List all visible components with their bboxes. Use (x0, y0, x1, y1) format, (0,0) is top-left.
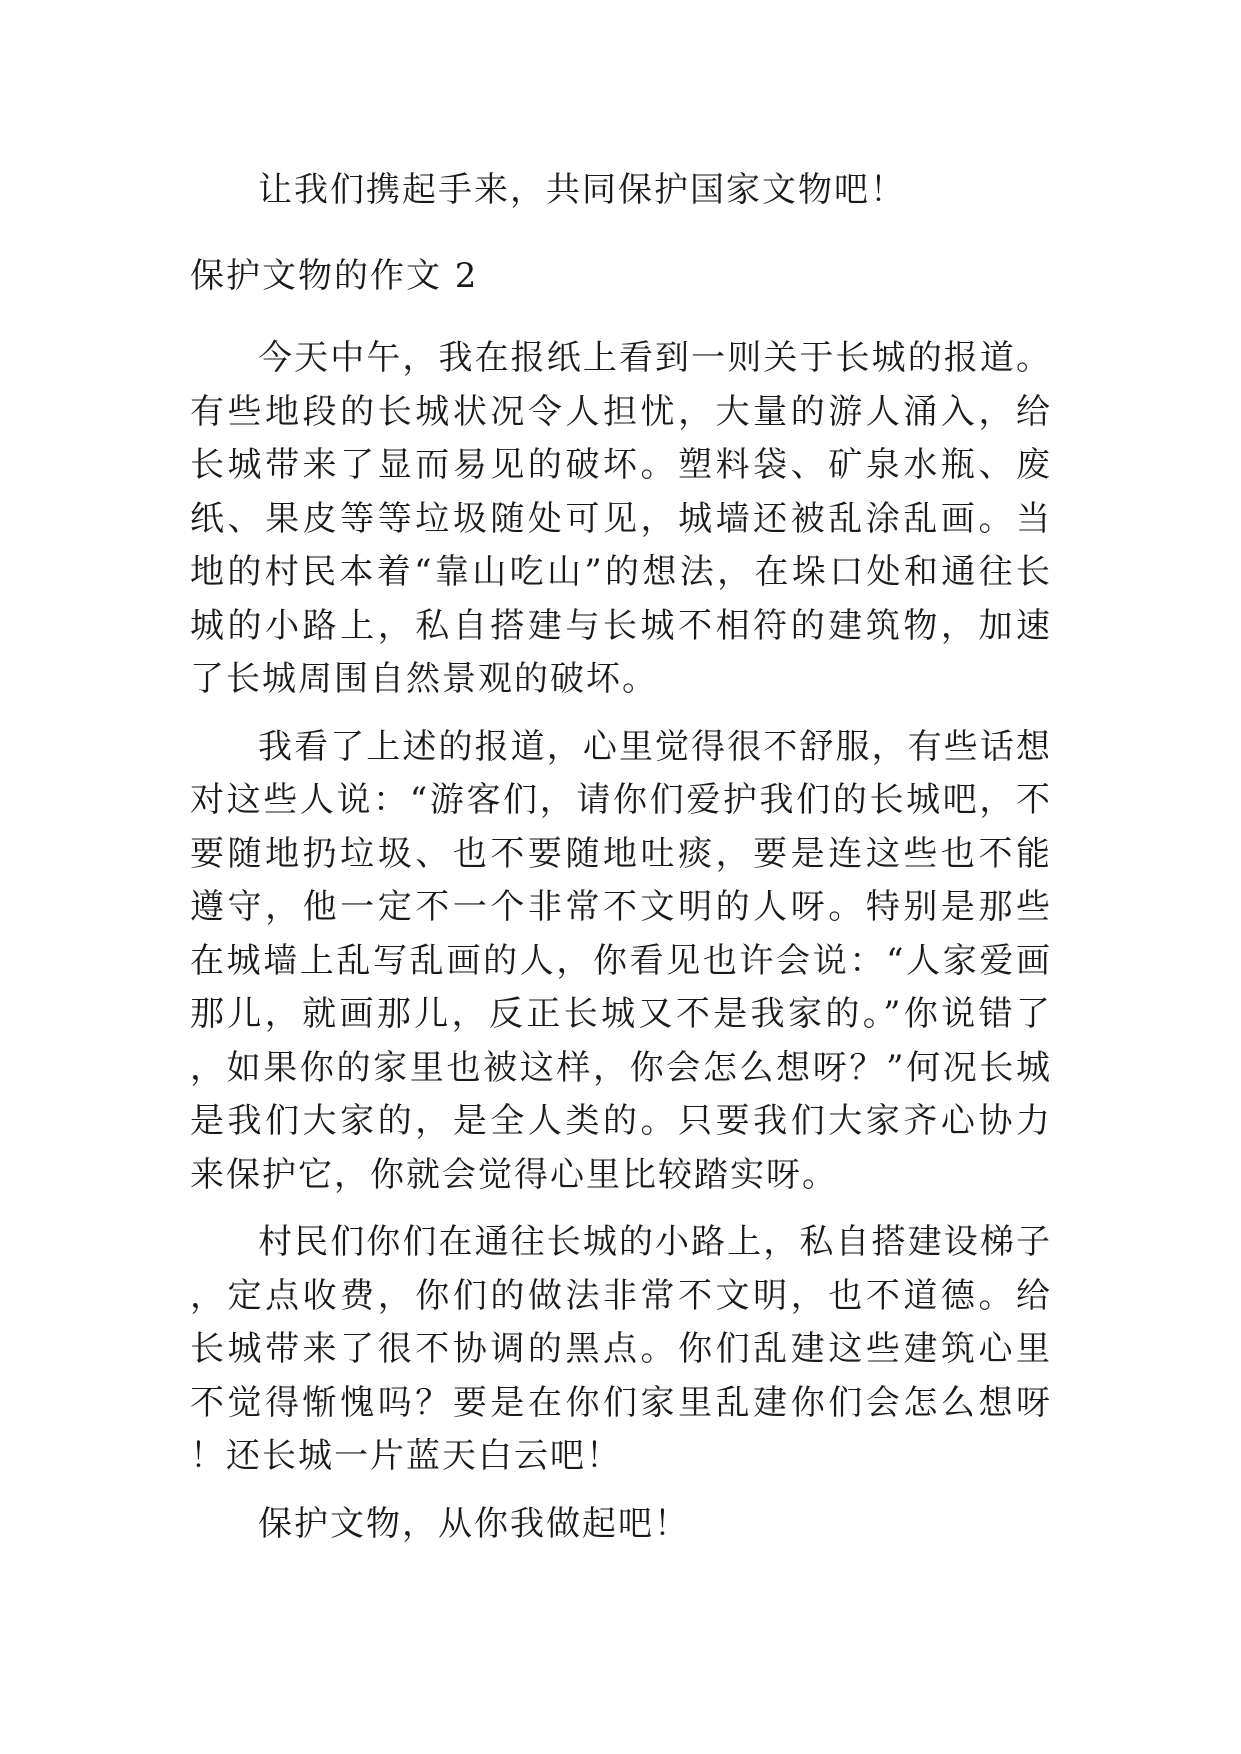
paragraph: 今天中午，我在报纸上看到一则关于长城的报道。有些地段的长城状况令人担忧，大量的游人涌入，给长城带来了显而易见的破坏。塑料袋、矿泉水瓶、废纸、果皮等等垃圾随处可见，城墙还被乱涂乱画。当地的村民本着“靠山吃山”的想法，在垛口处和通往长城的小路上，私自搭建与长城不相符的建筑物，加速了长城周围自然景观的破坏。 (190, 338, 1052, 699)
paragraph: 我看了上述的报道，心里觉得很不舒服，有些话想对这些人说：“游客们，请你们爱护我们的长城吧，不要随地扔垃圾、也不要随地吐痰，要是连这些也不能遵守，他一定不一个非常不文明的人呀。特别是那些在城墙上乱写乱画的人，你看见也许会说：“人家爱画那儿，就画那儿，反正长城又不是我家的。”你说错了，如果你的家里也被这样，你会怎么想呀？”何况长城是我们大家的，是全人类的。只要我们大家齐心协力来保护它，你就会觉得心里比较踏实呀。 (190, 726, 1052, 1195)
lead-line: 让我们携起手来，共同保护国家文物吧！ (258, 170, 906, 210)
paragraph: 保护文物，从你我做起吧！ (258, 1503, 690, 1544)
essay-body (190, 332, 1052, 1551)
section-title: 保护文物的作文 2 (190, 256, 479, 296)
paragraph: 村民们你们在通往长城的小路上，私自搭建设梯子，定点收费，你们的做法非常不文明，也不道德。给长城带来了很不协调的黑点。你们乱建这些建筑心里不觉得惭愧吗？要是在你们家里乱建你们会怎么想呀！还长城一片蓝天白云吧！ (190, 1222, 1052, 1476)
